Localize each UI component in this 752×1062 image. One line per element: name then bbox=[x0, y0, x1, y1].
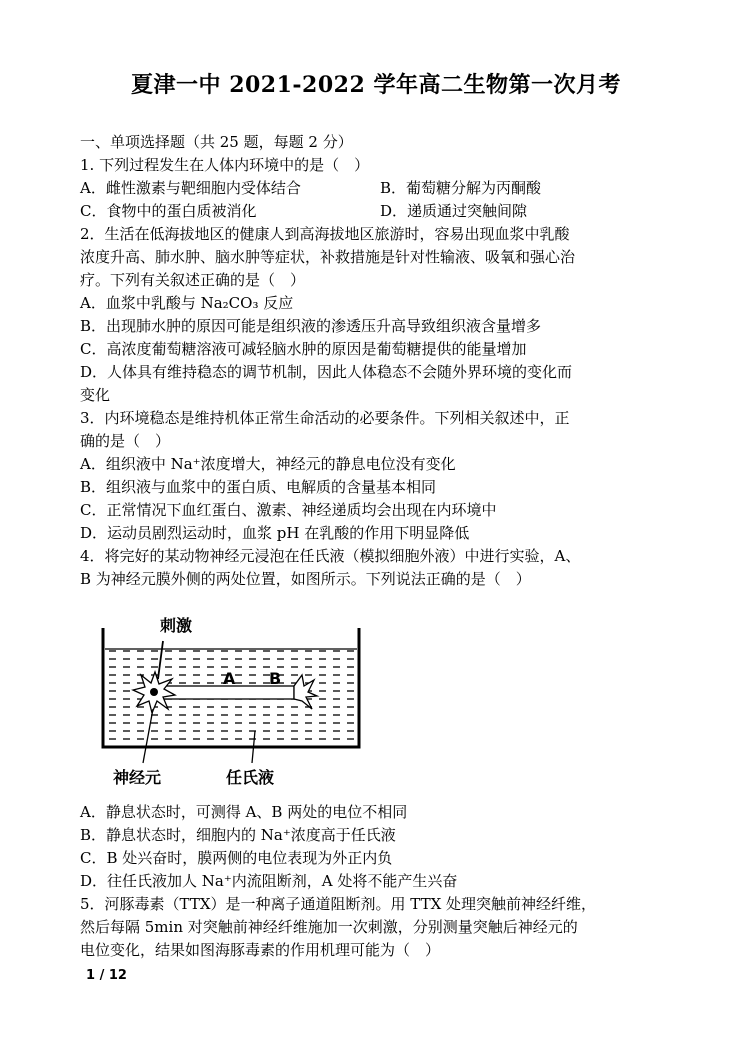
page-number: 1 / 12 bbox=[86, 968, 127, 983]
neuron-experiment-figure bbox=[80, 591, 680, 801]
question-1-option-a: A．雌性激素与靶细胞内受体结合 bbox=[80, 179, 301, 197]
question-5-stem-line-2: 然后每隔 5min 对突触前神经纤维施加一次刺激，分别测量突触后神经元的 bbox=[80, 918, 578, 936]
question-2-option-d-line-1: D．人体具有维持稳态的调节机制，因此人体稳态不会随外界环境的变化而 bbox=[80, 363, 573, 381]
question-2-stem-line-2: 浓度升高、肺水肿、脑水肿等症状，补救措施是针对性输液、吸氧和强心治 bbox=[80, 248, 576, 266]
question-4-option-c: C．B 处兴奋时，膜两侧的电位表现为外正内负 bbox=[80, 849, 393, 867]
question-1-option-c: C．食物中的蛋白质被消化 bbox=[80, 202, 257, 220]
point-b-label: B bbox=[269, 669, 282, 688]
question-2-option-b: B．出现肺水肿的原因可能是组织液的渗透压升高导致组织液含量增多 bbox=[80, 317, 542, 335]
question-2-stem-line-3: 疗。下列有关叙述正确的是（ ） bbox=[80, 271, 306, 289]
question-4-option-d: D．往任氏液加人 Na⁺内流阻断剂，A 处将不能产生兴奋 bbox=[80, 872, 458, 890]
question-3-option-d: D．运动员剧烈运动时，血浆 pH 在乳酸的作用下明显降低 bbox=[80, 524, 470, 542]
question-1-option-b: B．葡萄糖分解为丙酮酸 bbox=[380, 179, 542, 197]
question-3-option-c: C．正常情况下血红蛋白、激素、神经递质均会出现在内环境中 bbox=[80, 501, 497, 519]
question-4-stem-line-1: 4．将完好的某动物神经元浸泡在任氏液（模拟细胞外液）中进行实验，A、 bbox=[80, 547, 581, 565]
question-2-option-a: A．血浆中乳酸与 Na₂CO₃ 反应 bbox=[80, 294, 294, 312]
question-2-option-d-line-2: 变化 bbox=[80, 386, 111, 404]
point-a-label: A bbox=[223, 669, 236, 688]
nucleus bbox=[150, 688, 158, 696]
page-title: 夏津一中 2021-2022 学年高二生物第一次月考 bbox=[131, 72, 621, 98]
question-5-stem-line-1: 5．河豚毒素（TTX）是一种离子通道阻断剂。用 TTX 处理突触前神经纤维， bbox=[80, 895, 597, 913]
question-1-options-cd bbox=[80, 200, 680, 223]
question-3-stem-line-1: 3．内环境稳态是维持机体正常生命活动的必要条件。下列相关叙述中，正 bbox=[80, 409, 570, 427]
question-5-stem-line-3: 电位变化，结果如图海豚毒素的作用机理可能为（ ） bbox=[80, 941, 441, 959]
question-4-option-a: A．静息状态时，可测得 A、B 两处的电位不相同 bbox=[80, 803, 408, 821]
stimulus-label: 刺激 bbox=[160, 616, 193, 635]
question-3-stem-line-2: 确的是（ ） bbox=[80, 432, 171, 450]
question-3-option-a: A．组织液中 Na⁺浓度增大，神经元的静息电位没有变化 bbox=[80, 455, 456, 473]
question-3-option-b: B．组织液与血浆中的蛋白质、电解质的含量基本相同 bbox=[80, 478, 437, 496]
question-2-stem-line-1: 2．生活在低海拔地区的健康人到高海拔地区旅游时，容易出现血浆中乳酸 bbox=[80, 225, 570, 243]
question-1-options-ab bbox=[80, 177, 680, 200]
exam-content bbox=[80, 131, 680, 962]
question-4-stem-line-2: B 为神经元膜外侧的两处位置，如图所示。下列说法正确的是（ ） bbox=[80, 570, 531, 588]
question-1-option-d: D．递质通过突触间隙 bbox=[380, 202, 528, 220]
section-heading: 一、单项选择题（共 25 题，每题 2 分） bbox=[80, 133, 353, 151]
solution-label: 任氏液 bbox=[226, 768, 275, 787]
question-2-option-c: C．高浓度葡萄糖溶液可减轻脑水肿的原因是葡萄糖提供的能量增加 bbox=[80, 340, 527, 358]
question-1-stem: 1. 下列过程发生在人体内环境中的是（ ） bbox=[80, 156, 370, 174]
neuron-label: 神经元 bbox=[113, 768, 162, 787]
question-4-option-b: B．静息状态时，细胞内的 Na⁺浓度高于任氏液 bbox=[80, 826, 396, 844]
